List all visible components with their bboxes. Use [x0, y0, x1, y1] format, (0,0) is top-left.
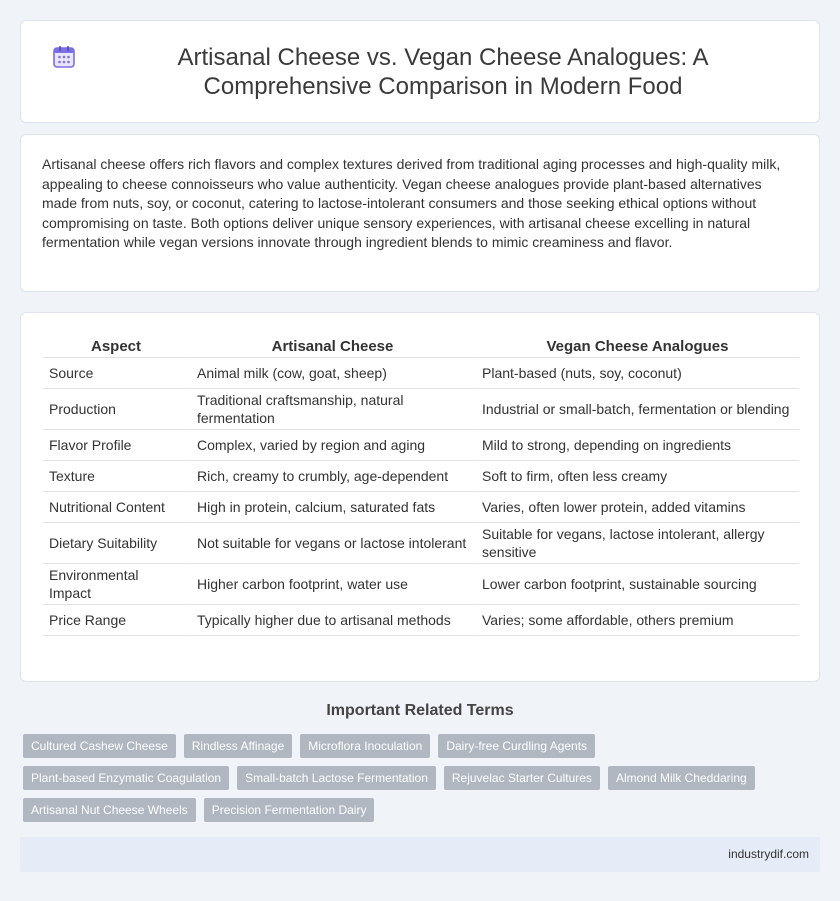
row-vegan-value: Soft to firm, often less creamy: [474, 461, 799, 492]
row-aspect: Nutritional Content: [43, 492, 189, 523]
table-row: [43, 461, 799, 492]
table-header-row: [43, 334, 799, 358]
column-header-aspect: Aspect: [43, 334, 189, 358]
row-aspect: Price Range: [43, 605, 189, 636]
intro-paragraph: Artisanal cheese offers rich flavors and complex textures derived from traditional aging processes and high-quality milk, appealing to cheese connoisseurs who value authenticity. Vegan cheese analogues provide plant-based alternatives made from nuts, soy, or coconut, catering to lactose-intolerant consumers and those seeking ethical options without compromising on taste. Both options deliver unique sensory experiences, with artisanal cheese excelling in natural fermentation while vegan versions innovate through ingredient blends to mimic creaminess and flavor.: [42, 156, 781, 250]
table-row: [43, 358, 799, 389]
comparison-card: [20, 312, 820, 682]
row-aspect: Source: [43, 358, 189, 389]
intro-card: [20, 134, 820, 292]
row-artisanal-value: High in protein, calcium, saturated fats: [189, 492, 474, 523]
related-term-tag[interactable]: Artisanal Nut Cheese Wheels: [23, 798, 196, 822]
row-aspect: Production: [43, 389, 189, 430]
column-header-artisanal: Artisanal Cheese: [189, 334, 474, 358]
row-artisanal-value: Complex, varied by region and aging: [189, 430, 474, 461]
page-title: Artisanal Cheese vs. Vegan Cheese Analogues: A Comprehensive Comparison in Modern Food: [177, 43, 709, 100]
row-vegan-value: Suitable for vegans, lactose intolerant, allergy sensitive: [474, 523, 799, 564]
table-row: [43, 523, 799, 564]
row-artisanal-value: Higher carbon footprint, water use: [189, 564, 474, 605]
comparison-table: [43, 334, 799, 636]
related-term-tag[interactable]: Small-batch Lactose Fermentation: [237, 766, 436, 790]
row-vegan-value: Varies; some affordable, others premium: [474, 605, 799, 636]
row-artisanal-value: Rich, creamy to crumbly, age-dependent: [189, 461, 474, 492]
related-term-tag[interactable]: Almond Milk Cheddaring: [608, 766, 755, 790]
related-term-tag[interactable]: Dairy-free Curdling Agents: [438, 734, 595, 758]
row-vegan-value: Mild to strong, depending on ingredients: [474, 430, 799, 461]
related-term-tag[interactable]: Precision Fermentation Dairy: [204, 798, 375, 822]
table-row: [43, 389, 799, 430]
row-artisanal-value: Typically higher due to artisanal methods: [189, 605, 474, 636]
row-artisanal-value: Traditional craftsmanship, natural fermentation: [189, 389, 474, 430]
related-term-tag[interactable]: Rindless Affinage: [184, 734, 293, 758]
table-row: [43, 605, 799, 636]
table-row: [43, 564, 799, 605]
table-row: [43, 492, 799, 523]
column-header-vegan: Vegan Cheese Analogues: [474, 334, 799, 358]
related-term-tag[interactable]: Cultured Cashew Cheese: [23, 734, 176, 758]
footer-site-link[interactable]: industrydif.com: [728, 847, 809, 861]
row-aspect: Texture: [43, 461, 189, 492]
row-aspect: Environmental Impact: [43, 564, 189, 605]
row-vegan-value: Plant-based (nuts, soy, coconut): [474, 358, 799, 389]
row-vegan-value: Lower carbon footprint, sustainable sourcing: [474, 564, 799, 605]
title-card: [20, 20, 820, 123]
row-vegan-value: Varies, often lower protein, added vitamins: [474, 492, 799, 523]
row-vegan-value: Industrial or small-batch, fermentation or blending: [474, 389, 799, 430]
related-term-tag[interactable]: Microflora Inoculation: [300, 734, 430, 758]
related-term-tag[interactable]: Plant-based Enzymatic Coagulation: [23, 766, 229, 790]
footer: [20, 837, 820, 872]
row-aspect: Dietary Suitability: [43, 523, 189, 564]
calendar-icon: [51, 44, 77, 70]
row-aspect: Flavor Profile: [43, 430, 189, 461]
table-row: [43, 430, 799, 461]
related-term-tag[interactable]: Rejuvelac Starter Cultures: [444, 766, 600, 790]
related-terms-list: [23, 734, 813, 830]
related-terms-heading: Important Related Terms: [326, 702, 514, 719]
row-artisanal-value: Not suitable for vegans or lactose intolerant: [189, 523, 474, 564]
row-artisanal-value: Animal milk (cow, goat, sheep): [189, 358, 474, 389]
title-row: [21, 21, 819, 122]
